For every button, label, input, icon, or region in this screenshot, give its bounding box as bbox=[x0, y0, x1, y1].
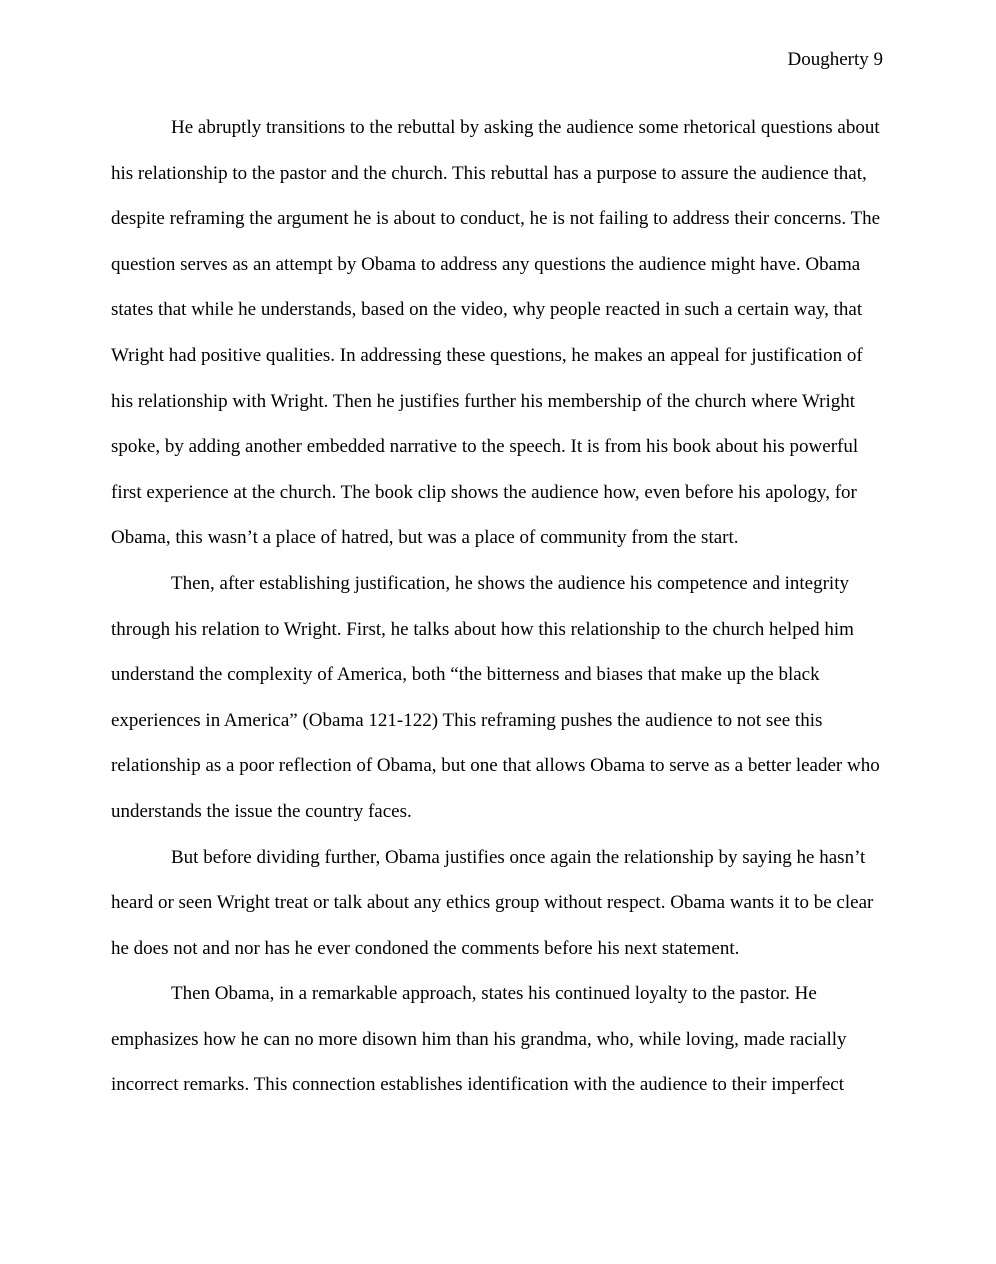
paragraph-3: But before dividing further, Obama justifies once again the relationship by saying he hasn’t heard or seen Wright treat or talk about any ethics group without respect. Obama wants it to be clear he does not and nor has he ever condoned the comments before his next statement. bbox=[111, 846, 874, 959]
paragraph-2: Then, after establishing justification, he shows the audience his competence and integrity through his relation to Wright. First, he talks about how this relationship to the church helped him understand the complexity of America, both “the bitterness and biases that make up the black experiences in America” (Obama 121-122) This reframing pushes the audience to not see this relationship as a poor reflection of Obama, but one that allows Obama to serve as a better leader who understands the issue the country faces. bbox=[111, 572, 880, 822]
paragraph-1: He abruptly transitions to the rebuttal by asking the audience some rhetorical questions about his relationship to the pastor and the church. This rebuttal has a purpose to assure the audience that, despite reframing the argument he is about to conduct, he is not failing to address their concerns. The question serves as an attempt by Obama to address any questions the audience might have. Obama states that while he understands, based on the video, why people reacted in such a certain way, that Wright had positive qualities. In addressing these questions, he makes an appeal for justification of his relationship with Wright. Then he justifies further his membership of the church where Wright spoke, by adding another embedded narrative to the speech. It is from his book about his powerful first experience at the church. The book clip shows the audience how, even before his apology, for Obama, this wasn’t a place of hatred, but was a place of community from the start. bbox=[111, 117, 881, 549]
paragraph-4: Then Obama, in a remarkable approach, states his continued loyalty to the pastor. He emphasizes how he can no more disown him than his grandma, who, while loving, made racially incorrect remarks. This connection establishes identification with the audience to their imperfect bbox=[111, 983, 847, 1096]
running-head: Dougherty 9 bbox=[787, 49, 883, 70]
body-text bbox=[111, 105, 883, 1108]
